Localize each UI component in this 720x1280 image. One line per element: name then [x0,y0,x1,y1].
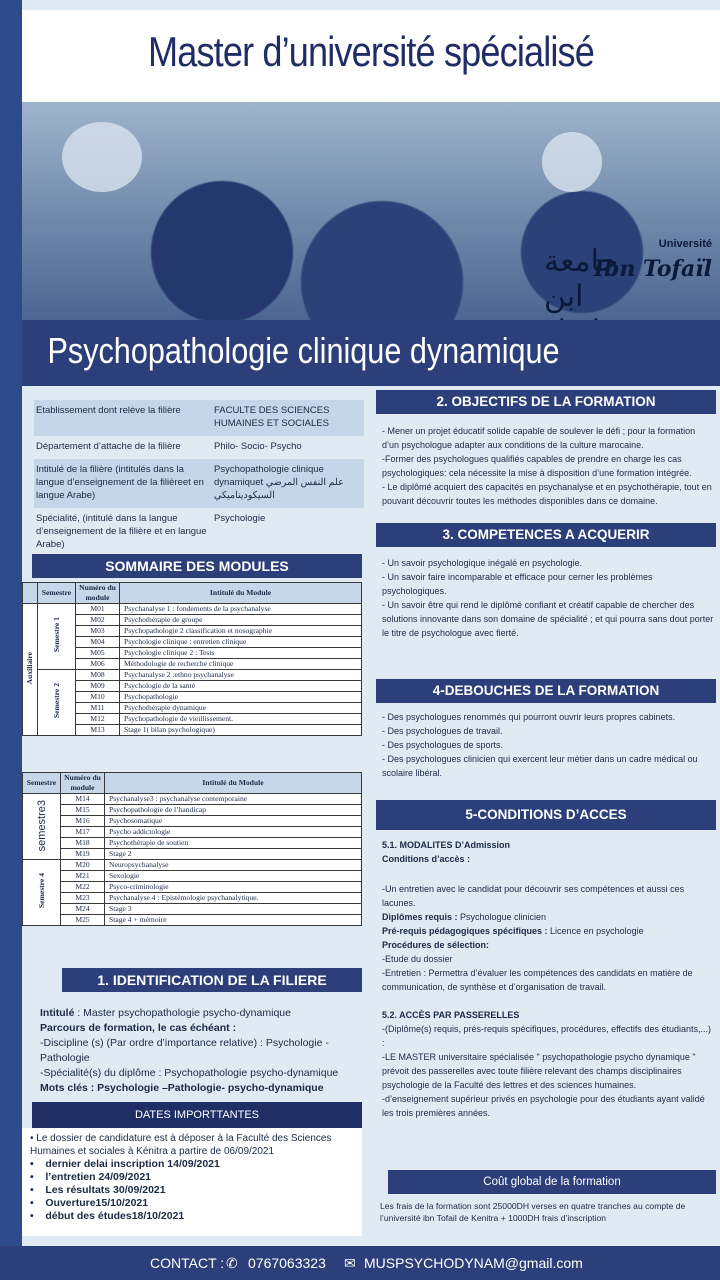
table-row [23,838,362,849]
module-title: Méthodologie de recherche clinique [120,659,362,670]
module-number: M04 [76,637,120,648]
cout-title: Coût global de la formation [388,1170,716,1194]
prerequis-label: Pré-requis pédagogiques spécifiques : [382,926,548,936]
module-title: Psychologie clinique 2 : Tests [120,648,362,659]
sommaire-title: SOMMAIRE DES MODULES [32,554,362,578]
objectifs-line: - Mener un projet éducatif solide capable de soulever le défi ; pour la formation d’un psychologue adapter aux conditions de la culture marocaine. [382,426,696,450]
debouches-text [382,710,714,780]
subtitle-band [22,320,720,386]
module-title: Psychologie clinique : entretien clinique [120,637,362,648]
table-row [23,860,362,871]
semester-label: Semestre 2 [51,683,61,719]
diplomes-requis [382,910,714,924]
date-item-text: début des études18/10/2021 [45,1210,185,1222]
modules-table-1 [22,582,362,736]
procedures-label: Procédures de sélection: [382,940,490,950]
module-number: M08 [76,670,120,681]
semester-cell [38,604,76,670]
module-title: Psychosomatique [105,816,362,827]
module-title: Psyco-criminologie [105,882,362,893]
table-row [23,882,362,893]
procedures-entretien: -Entretien : Permettra d’évaluer les compétences des candidats en matière de communication, de synthèse et d’organisation de travail. [382,968,693,992]
info-row [34,400,364,436]
module-number: M11 [76,703,120,714]
competences-line: - Un savoir être qui rend le diplômé confiant et créatif capable de chercher des solutions innovante dans son domaine de spécialité ; et qui pourra sans dout porter [382,600,714,624]
module-number: M21 [61,871,105,882]
semester-label: Semestre 1 [51,617,61,653]
competences-line: le titre de psychologue avec fierté. [382,628,519,638]
mail-icon: ✉ [344,1255,356,1271]
info-key: Etablissement dont relève la filière [36,405,181,416]
phone-icon: ✆ [226,1255,238,1271]
module-title: Stage 3 [105,904,362,915]
info-row [34,459,364,508]
passerelles-master: -LE MASTER universitaire spécialisée " psychopathologie psycho dynamique " prévoit des passerelles avec toute filière relevant des champs disciplinaires psychologie de la Faculté des lettres et des sciences humaines. [382,1052,696,1090]
modules-table-2-body [23,794,362,926]
module-number: M06 [76,659,120,670]
passerelles-intro: -(Diplôme(s) requis, prés-requis spécifiques, procédures, effectifs des étudiants,...) : [382,1024,711,1048]
module-title: Stage 1( bilan psychologique) [120,725,362,736]
table-row [23,827,362,838]
subtitle: Psychopathologie clinique dynamique [47,330,560,371]
artwork-banner [22,102,720,320]
debouches-line: - Des psychologues de travail. [382,726,503,736]
module-title: Psychopathologie de vieillissement. [120,714,362,725]
modalites-title: 5.1. MODALITES D’Admission [382,840,511,850]
art-face-2 [542,132,602,192]
module-title: Neuropsychanalyse [105,860,362,871]
dates-intro: • Le dossier de candidature est à déposer à la Faculté des Sciences Humaines et sociales à Kénitra a partire de 06/09/2021 [30,1133,332,1157]
prerequis-value: Licence en psychologie [547,926,644,936]
module-number: M12 [76,714,120,725]
info-value: FACULTE DES SCIENCES HUMAINES ET SOCIALES [214,405,330,429]
module-number: M10 [76,692,120,703]
logo-university-name: Ibn Tofaïl [593,256,712,282]
identification-specialite: -Spécialité(s) du diplôme : Psychopathologie psycho-dynamique [40,1067,339,1079]
identification-parcours: Parcours de formation, le cas échéant : [40,1022,237,1034]
semester-cell [38,670,76,736]
passerelles-enseignement: -d’enseignement supérieur privés en psychologie pour des étudiants ayant validé les trois premières années. [382,1094,705,1118]
col-header-semestre: Semestre [38,583,76,604]
module-title: Psychopathologie de l’handicap [105,805,362,816]
col-header-numero: Numéro du module [61,773,105,794]
semester-label: semestre3 [35,799,48,852]
table-row [23,871,362,882]
info-value: Psychologie [214,513,266,524]
info-row [34,436,364,459]
table-row [23,904,362,915]
contact-label: CONTACT : [150,1255,225,1271]
table-row [23,604,362,615]
competences-text [382,556,714,640]
info-value: Philo- Socio- Psycho [214,441,302,452]
info-key: Intitulé de la filière (intitulés dans la langue d’enseignement de la filièreet en langue Arabe) [36,464,204,501]
competences-title: 3. COMPETENCES A ACQUERIR [376,523,716,547]
module-title: Stage 2 [105,849,362,860]
module-title: Psychopathologie 2 classification et nosographie [120,626,362,637]
diplomes-label: Diplômes requis : [382,912,458,922]
debouches-title: 4-DEBOUCHES DE LA FORMATION [376,679,716,703]
main-title: Master d’université spécialisé [148,28,594,75]
module-title: Psychanalyse 1 : fondements de la psychanalyse [120,604,362,615]
module-title: Psychopathologie [120,692,362,703]
aux-label: Auxiliaire [25,651,34,685]
modules-table-1-body [23,604,362,736]
logo-arabic: جامعة ابن [544,244,619,314]
module-number: M25 [61,915,105,926]
date-item: • dernier delai inscription 14/09/2021 [30,1158,220,1170]
module-title: Psychanalyse3 : psychanalyse contemporaine [105,794,362,805]
identification-intitule [40,1006,370,1021]
date-item-text: l’entretien 24/09/2021 [45,1171,152,1183]
contact-phone[interactable]: 0767063323 [248,1255,326,1271]
info-key: Spécialité, (intitulé dans la langue d’enseignement de la filière et en langue Arabe) [36,513,207,550]
date-item: • début des études18/10/2021 [30,1210,185,1222]
identification-mots-cles: Mots clés : Psychologie –Pathologie- psycho-dynamique [40,1082,324,1094]
module-number: M17 [61,827,105,838]
module-title: Psychologie de la santé [120,681,362,692]
info-row [34,508,364,557]
objectifs-title: 2. OBJECTIFS DE LA FORMATION [376,390,716,414]
col-header-semestre: Semestre [23,773,61,794]
contact-email[interactable]: MUSPSYCHODYNAM@gmail.com [364,1255,583,1271]
module-number: M19 [61,849,105,860]
conditions-label: Conditions d’accès : [382,854,471,864]
debouches-line: - Des psychologues renommés qui pourront ouvrir leurs propres cabinets. [382,712,676,722]
frame-left [0,0,22,1280]
objectifs-line: -Former des psychologues qualifiés capables de prendre en charge les cas psychologiques: cela nécessite la mise à disposition d’une formation intégrée. [382,454,692,478]
aux-cell [23,604,38,736]
module-number: M16 [61,816,105,827]
modules-table-2 [22,772,362,926]
module-title: Stage 4 + mémoire [105,915,362,926]
module-number: M13 [76,725,120,736]
col-header-intitule: Intitulé du Module [105,773,362,794]
table-row [23,849,362,860]
module-title: Psychothérapie dynamique [120,703,362,714]
date-item: • l’entretien 24/09/2021 [30,1171,152,1183]
date-item: • Ouverture15/10/2021 [30,1197,149,1209]
module-title: Psychanalyse 2 :ethno psychanalyse [120,670,362,681]
table-row [23,794,362,805]
dates-intro-text: Le dossier de candidature est à déposer à la Faculté des Sciences Humaines et sociales à Kénitra a partire de 06/09/2021 [30,1133,332,1157]
info-key: Département d’attache de la filière [36,441,181,452]
date-item-text: Les résultats 30/09/2021 [45,1184,166,1196]
conditions-text [382,838,714,1120]
cout-text: Les frais de la formation sont 25000DH verses en quatre tranches au compte de l’université ibn Tofail de Kenitra + 1000DH frais d’inscription [380,1201,686,1223]
dates-title: DATES IMPORTTANTES [32,1102,362,1128]
module-title: Psychothérapie de groupe [120,615,362,626]
table-row [23,816,362,827]
date-item: • Les résultats 30/09/2021 [30,1184,166,1196]
conditions-title: 5-CONDITIONS D’ACCES [376,800,716,830]
module-number: M14 [61,794,105,805]
identification-discipline: -Discipline (s) (Par ordre d’importance relative) : Psychologie -Pathologie [40,1037,329,1064]
info-table [34,400,364,557]
module-number: M20 [61,860,105,871]
conditions-entretien: -Un entretien avec le candidat pour découvrir ses compétences et aussi ces lacunes. [382,884,685,908]
table-row [23,893,362,904]
module-number: M03 [76,626,120,637]
debouches-line: - Des psychologues clinicien qui exercent leur métier dans un cadre médical ou scolaire libéral. [382,754,698,778]
module-title: Sexologie [105,871,362,882]
aux-header [23,583,38,604]
table-row [23,670,362,681]
date-item-text: dernier delai inscription 14/09/2021 [45,1158,220,1170]
info-value: Psychopathologie clinique dynamiquet علم النفس المرضي السيكوديناميكي [214,464,344,501]
module-number: M24 [61,904,105,915]
table-row [23,805,362,816]
header [22,10,720,102]
intitule-value: : Master psychopathologie psycho-dynamique [74,1007,291,1019]
col-header-numero: Numéro du module [76,583,120,604]
table-row [23,915,362,926]
university-logo [544,230,714,314]
module-number: M01 [76,604,120,615]
identification-block [40,1006,370,1096]
passerelles-title: 5.2. ACCÈS PAR PASSERELLES [382,1010,520,1020]
module-number: M05 [76,648,120,659]
diplomes-value: Psychologue clinicien [457,912,547,922]
module-number: M18 [61,838,105,849]
contact-footer [0,1246,720,1280]
debouches-line: - Des psychologues de sports. [382,740,504,750]
intitule-label: Intitulé [40,1007,75,1019]
module-title: Psycho addictologie [105,827,362,838]
date-item-text: Ouverture15/10/2021 [45,1197,149,1209]
logo-university-label: Université [658,238,712,250]
semester-cell [23,860,61,926]
module-number: M02 [76,615,120,626]
art-face-1 [62,122,142,192]
objectifs-text [382,424,714,508]
module-number: M22 [61,882,105,893]
semester-label: Semestre 4 [36,873,46,909]
module-title: Psychothérapie de soutien [105,838,362,849]
module-number: M23 [61,893,105,904]
module-number: M09 [76,681,120,692]
prerequis [382,924,714,938]
module-title: Psychanalyse 4 : Epistémologie psychanalytique. [105,893,362,904]
col-header-intitule: Intitulé du Module [120,583,362,604]
identification-title: 1. IDENTIFICATION DE LA FILIERE [62,968,362,992]
dates-box [22,1128,362,1236]
competences-line: - Un savoir psychologique inégalé en psychologie. [382,558,583,568]
competences-line: - Un savoir faire incomparable et efficace pour cerner les problèmes psychologiques. [382,572,653,596]
semester-cell [23,794,61,860]
module-number: M15 [61,805,105,816]
objectifs-line: - Le diplômé acquiert des capacités en psychanalyse et en psychothérapie, tout en pouvant découvrir toutes les méthodes disponibles dans ce domaine. [382,482,712,506]
procedures-etude: -Etude du dossier [382,954,453,964]
